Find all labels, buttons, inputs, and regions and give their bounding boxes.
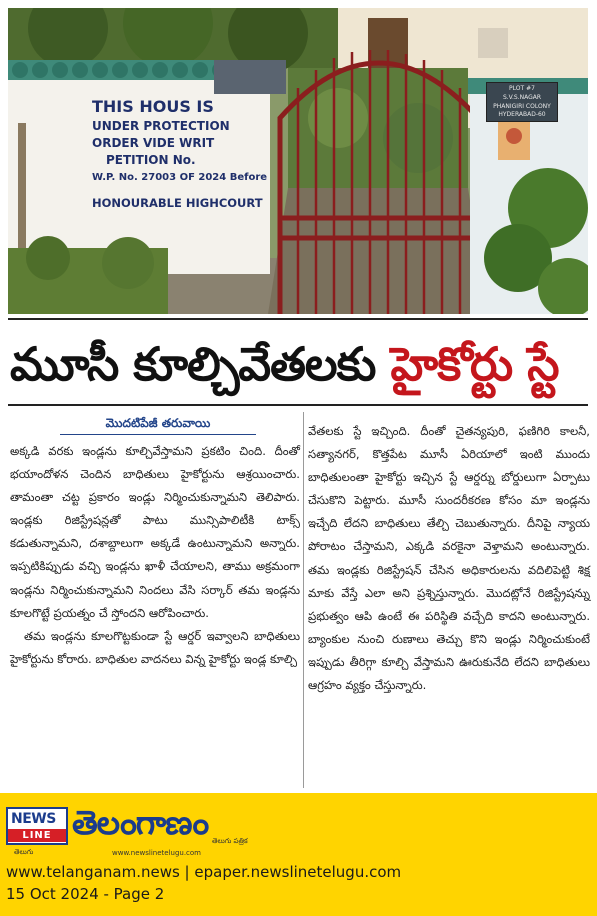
article-column-left <box>10 440 300 671</box>
telanganam-logo[interactable]: తెలంగాణం <box>72 803 209 842</box>
newsline-logo[interactable] <box>6 807 68 845</box>
article-paragraph: అక్కడి వరకు ఇండ్లను కూల్చివేస్తామని ప్రకటిం చింది. దీంతో భయాందోళన చెందిన బాధితులు హైకోర్టును ఆశ్రయించారు. తామంతా చట్ట ప్రకారం ఇండ్లు నిర్మించుకున్నామని తెలిపారు. ఇండ్లకు రిజిస్ట్రేషన్లతో పాటు మున్సిపాలిటీకి టాక్స్ కడుతున్నామని, దశాబ్దాలుగా అక్కడే ఉంటున్నామని అన్నారు. ఇప్పటికిప్పుడు వచ్చి ఇండ్లను ఖాళీ చేయాలని, తాము అక్రమంగా ఇండ్లను నిర్మించుకున్నామని నిందలు వేసి సర్కార్ తమ ఇండ్లను కూలగొట్టే ప్రయత్నం చే స్తోందని ఆరోపించారు. <box>10 444 300 620</box>
article-paragraph: వేతలకు స్టే ఇచ్చింది. దీంతో చైతన్యపురి, ఫణిగిరి కాలనీ, సత్యానగర్, కొత్తపేట మూసీ ఏరియాలో ఇంటి ముందు బాధితులంతా హైకోర్టు ఇచ్చిన స్టే ఆర్డర్ను బోర్డులుగా ఏర్పాటు చేసుకొని పెట్టారు. మూసీ సుందరీకరణ కోసం మా ఇండ్లను ఇచ్చేది లేదని బాధితులు తేల్చి చెబుతున్నారు. దీనిపై న్యాయ పోరాటం చేస్తామని, ఎక్కడి వరకైనా వెళ్తామని అంటున్నారు. తమ ఇండ్లకు రిజిస్ట్రేషన్ చేసిన అధికారులను వదిలిపెట్టి శిక్ష మాకు వేస్తే ఎలా అని ప్రశ్నిస్తున్నారు. మొదట్లోనే రిజిస్ట్రేషన్ను ప్రభుత్వం ఆపి ఉంటే ఈ పరిస్థితి వచ్చేది కాదని అంటున్నారు. బ్యాంకుల నుంచి రుణాలు తెచ్చు కొని ఇండ్లు నిర్మించుకుంటే ఇప్పుడు తీరిగ్గా కూల్చి వేస్తామని ఊరుకునేది లేదని బాధితులు ఆగ్రహం వ్యక్తం చేస్తున్నారు. <box>308 424 590 693</box>
plate-line: S.V.S.NAGAR <box>502 93 542 101</box>
wall-notice-line: PETITION No. <box>106 153 196 167</box>
footer-urls[interactable]: www.telanganam.news | epaper.newslinetelugu.com <box>6 863 402 881</box>
logo-line-text: LINE <box>8 829 66 842</box>
news-photo <box>8 8 588 314</box>
column-divider <box>303 412 304 788</box>
continued-from-label: మొదటిపేజీ తరువాయి <box>60 411 256 435</box>
headline-black-part: మూసీ కూల్చివేతలకు <box>10 337 376 391</box>
logo-small-label: తెలుగు <box>14 848 34 856</box>
headline-red-part: హైకోర్టు స్టే <box>390 337 559 391</box>
plate-line: HYDERABAD-60 <box>498 111 546 119</box>
logo-small-url: www.newslinetelugu.com <box>112 849 201 857</box>
footer-date-page: 15 Oct 2024 - Page 2 <box>6 885 165 903</box>
plate-line: PHANIGIRI COLONY <box>493 102 551 110</box>
wall-notice-line: HONOURABLE HIGHCOURT <box>92 196 263 210</box>
wall-notice-line: ORDER VIDE WRIT <box>92 136 215 150</box>
wall-notice-line: THIS HOUS IS <box>92 97 214 116</box>
logo-tagline: తెలుగు పత్రిక <box>212 837 248 845</box>
address-plate <box>486 82 558 122</box>
logo-news-text: NEWS <box>11 811 56 827</box>
article-paragraph: తమ ఇండ్లను కూలగొట్టకుండా స్టే ఆర్డర్ ఇవ్వాలని బాధితులు హైకోర్టును కోరారు. బాధితుల వాదనలు విన్న హైకోర్టు ఇండ్ల కూల్చి <box>10 628 300 666</box>
wall-notice-line: W.P. No. 27003 OF 2024 Before <box>92 172 268 183</box>
wall-notice-line: UNDER PROTECTION <box>92 119 230 133</box>
footer-banner <box>0 793 597 916</box>
headline-bottom-rule <box>8 404 588 406</box>
wall-notice <box>92 96 272 212</box>
plate-line: PLOT #7 <box>509 85 535 92</box>
headline <box>10 332 588 396</box>
article-column-right <box>308 420 590 697</box>
headline-top-rule <box>8 318 588 320</box>
